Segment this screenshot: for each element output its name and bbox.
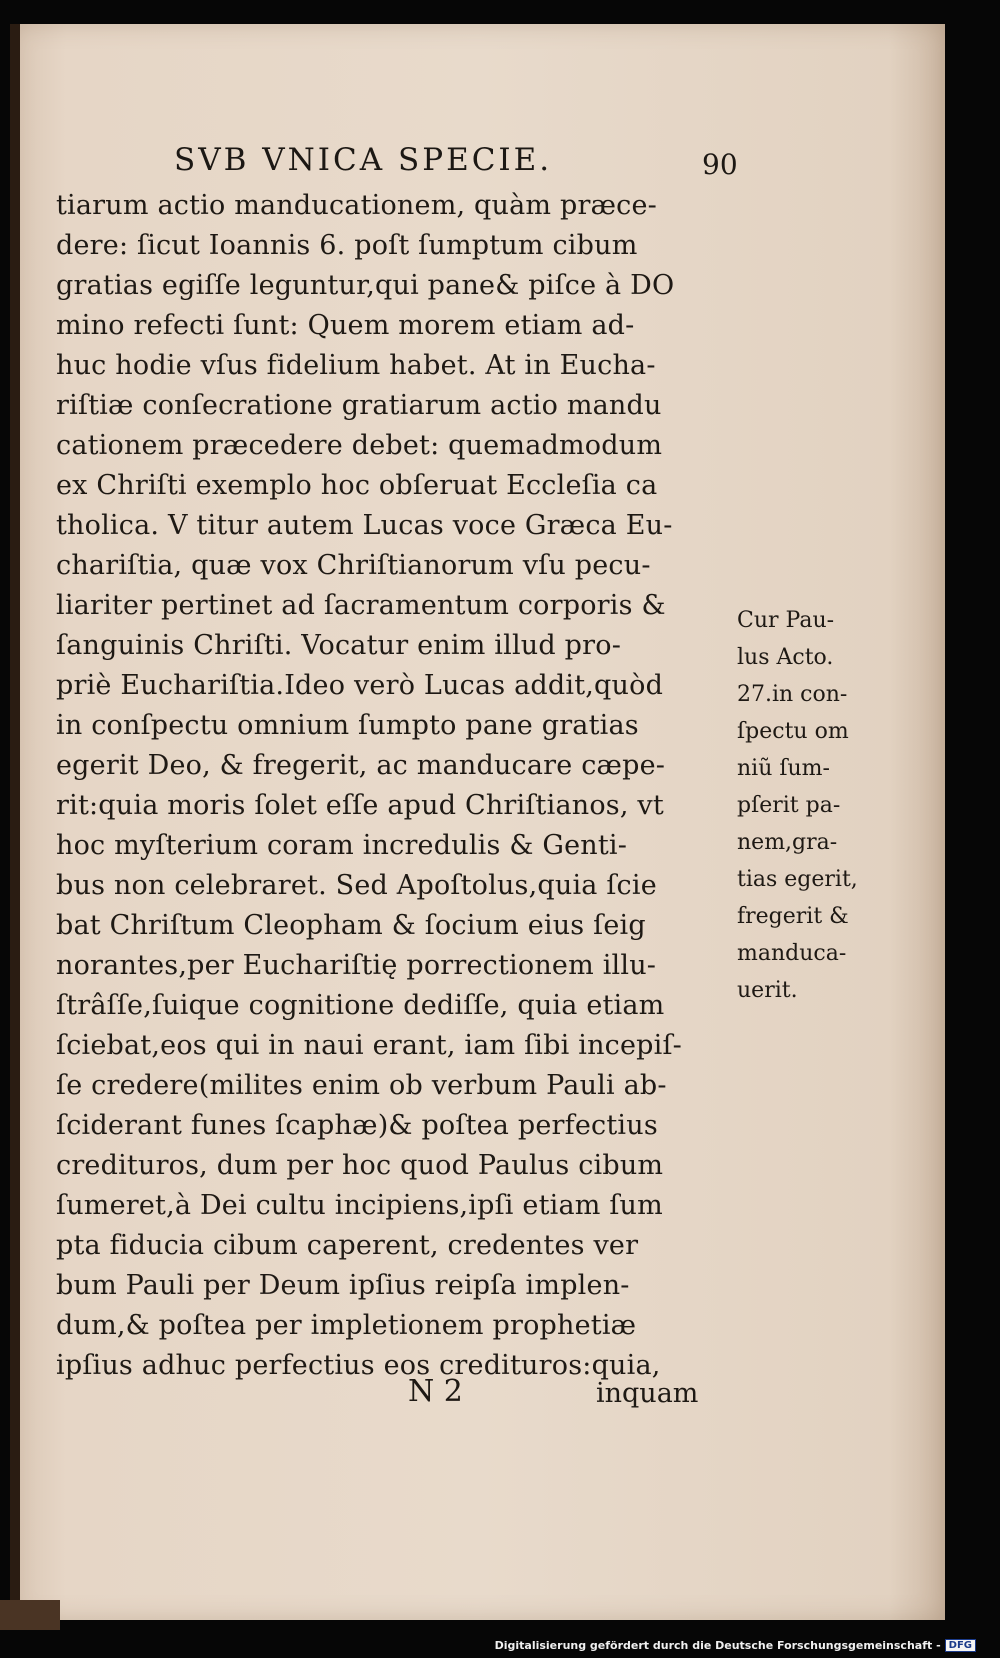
text-line: egerit Deo, & fregerit, ac manducare cæpe-	[56, 750, 666, 781]
text-line: bus non celebraret. Sed Apoſtolus,quia ſcie	[56, 870, 657, 901]
marginal-note-line: pſerit pa-	[737, 793, 841, 818]
text-line: ſumeret,à Dei cultu incipiens,ipſi etiam ſum	[56, 1190, 663, 1221]
page-edge-smudge	[0, 1600, 60, 1630]
text-line: ſtrâſſe,ſuique cognitione dediſſe, quia etiam	[56, 990, 665, 1021]
marginal-note-line: 27.in con-	[737, 682, 848, 707]
text-line: huc hodie vſus fidelium habet. At in Eucha-	[56, 350, 656, 381]
text-line: hoc myſterium coram incredulis & Genti-	[56, 830, 628, 861]
text-line: ex Chriſti exemplo hoc obſeruat Eccleſia ca	[56, 470, 658, 501]
marginal-note-line: tias egerit,	[737, 867, 858, 892]
text-line: norantes,per Euchariſtię porrectionem illu-	[56, 950, 657, 981]
text-line: ſciderant funes ſcaphæ)& poſtea perfectius	[56, 1110, 658, 1141]
text-line: dum,& poſtea per impletionem prophetiæ	[56, 1310, 637, 1341]
marginal-note-line: lus Acto.	[737, 645, 834, 670]
digitization-credit	[495, 1639, 976, 1652]
marginal-note-line: manduca-	[737, 941, 847, 966]
text-line: ſe credere(milites enim ob verbum Pauli ab-	[56, 1070, 667, 1101]
marginal-note-line: fregerit &	[737, 904, 849, 929]
text-line: bum Pauli per Deum ipſius reipſa implen-	[56, 1270, 630, 1301]
dfg-logo: DFG	[945, 1639, 976, 1652]
catchword: inquam	[596, 1378, 699, 1409]
text-line: dere: ſicut Ioannis 6. poſt ſumptum cibum	[56, 230, 638, 261]
text-line: cationem præcedere debet: quemadmodum	[56, 430, 663, 461]
marginal-note-line: ſpectu om	[737, 719, 849, 744]
text-line: ipſius adhuc perfectius eos credituros:quia,	[56, 1350, 661, 1381]
signature-mark: N 2	[408, 1374, 463, 1409]
book-page	[10, 24, 945, 1620]
marginal-note-line: Cur Pau-	[737, 608, 835, 633]
text-line: riſtiæ conſecratione gratiarum actio mandu	[56, 390, 662, 421]
body-text	[56, 186, 736, 1386]
text-line: liariter pertinet ad ſacramentum corporis &	[56, 590, 666, 621]
text-line: mino refecti ſunt: Quem morem etiam ad-	[56, 310, 635, 341]
text-line: in conſpectu omnium ſumpto pane gratias	[56, 710, 639, 741]
marginal-note-line: nem,gra-	[737, 830, 838, 855]
folio-number: 90	[702, 148, 738, 181]
text-line: tholica. V titur autem Lucas voce Græca Eu-	[56, 510, 673, 541]
text-line: chariſtia, quæ vox Chriſtianorum vſu pecu-	[56, 550, 651, 581]
text-line: ſciebat,eos qui in naui erant, iam ſibi incepiſ-	[56, 1030, 682, 1061]
marginal-note	[737, 602, 887, 1009]
running-head: SVB VNICA SPECIE.	[174, 142, 553, 178]
text-line: pta fiducia cibum caperent, credentes ver	[56, 1230, 639, 1261]
marginal-note-line: niũ ſum-	[737, 756, 830, 781]
text-line: rit:quia moris ſolet eſſe apud Chriſtianos, vt	[56, 790, 664, 821]
marginal-note-line: uerit.	[737, 978, 798, 1003]
page-spine-edge	[10, 24, 20, 1620]
text-line: credituros, dum per hoc quod Paulus cibum	[56, 1150, 664, 1181]
text-line: priè Euchariſtia.Ideo verò Lucas addit,quòd	[56, 670, 664, 701]
digitization-credit-text: Digitalisierung gefördert durch die Deutsche Forschungsgemeinschaft -	[494, 1639, 941, 1652]
text-line: ſanguinis Chriſti. Vocatur enim illud pro-	[56, 630, 622, 661]
text-line: tiarum actio manducationem, quàm præce-	[56, 190, 658, 221]
text-line: gratias egiſſe leguntur,qui pane& piſce à DO	[56, 270, 675, 301]
text-line: bat Chriſtum Cleopham & ſocium eius ſeig	[56, 910, 646, 941]
